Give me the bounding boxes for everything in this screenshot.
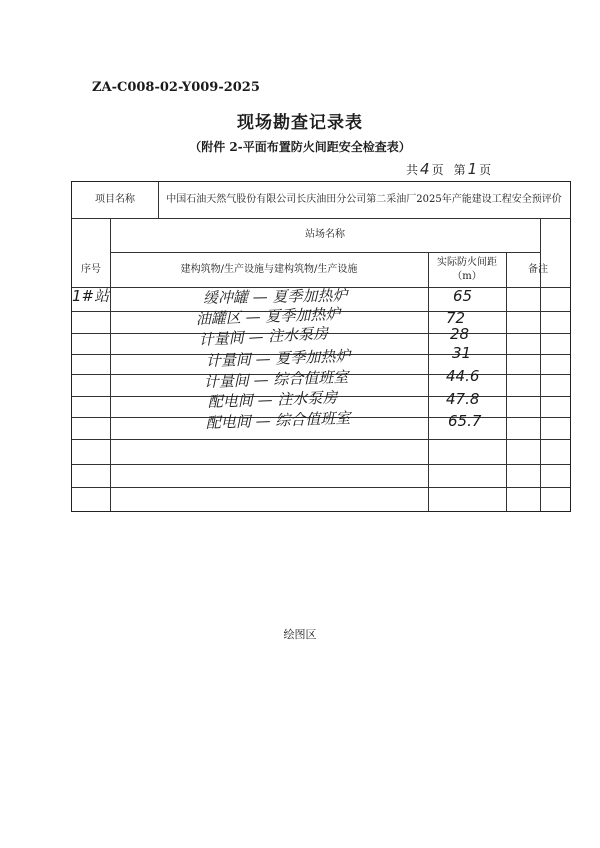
handwritten-distance: 47.8 — [446, 390, 480, 408]
row-divider — [72, 439, 570, 440]
handwritten-facility: 油罐区 — 夏季加热炉 — [195, 304, 341, 328]
row-divider — [72, 487, 570, 488]
handwritten-distance: 65 — [453, 287, 473, 305]
column-header-distance: 实际防火间距（m） — [437, 257, 497, 282]
station-name-label: 站场名称 — [305, 229, 345, 241]
current-page-value: 1 — [467, 160, 478, 178]
handwritten-facility: 缓冲罐 — 夏季加热炉 — [202, 286, 348, 307]
handwritten-distance: 44.6 — [446, 367, 480, 385]
row-divider — [72, 417, 570, 418]
row-divider — [72, 464, 570, 465]
page-counter — [406, 160, 491, 178]
handwritten-distance: 31 — [452, 344, 472, 362]
handwritten-distance: 28 — [450, 325, 470, 343]
handwritten-facility: 配电间 — 综合值班室 — [205, 408, 351, 432]
row-divider — [72, 287, 570, 288]
column-header-facility: 建构筑物/生产设施与建构筑物/生产设施 — [180, 263, 358, 275]
handwritten-facility: 配电间 — 注水泵房 — [207, 388, 338, 411]
drawing-area-label: 绘图区 — [283, 628, 317, 641]
handwritten-distance: 65.7 — [448, 412, 482, 430]
total-pages-suffix: 页 — [431, 163, 444, 177]
page-title: 现场勘查记录表 — [237, 113, 363, 133]
project-name-label: 项目名称 — [95, 194, 135, 206]
handwritten-facility: 计量间 — 夏季加热炉 — [205, 346, 351, 370]
handwritten-facility: 计量间 — 注水泵房 — [198, 324, 329, 349]
page-subtitle: （附件 2-平面布置防火间距安全检查表） — [189, 140, 411, 154]
project-name-value: 中国石油天然气股份有限公司长庆油田分公司第二采油厂2025年产能建设工程安全预评价 — [166, 194, 562, 206]
column-divider — [506, 252, 507, 511]
document-code: ZA-C008-02-Y009-2025 — [92, 80, 260, 95]
current-page-suffix: 页 — [479, 163, 492, 177]
handwritten-seq: 1#站 — [72, 287, 110, 305]
current-page-prefix: 第 — [453, 163, 466, 177]
row-divider — [72, 354, 570, 355]
handwritten-distance: 72 — [446, 309, 466, 327]
row-divider — [72, 311, 570, 312]
total-pages-value: 4 — [420, 160, 430, 178]
column-header-seq: 序号 — [81, 263, 101, 275]
row-divider — [72, 333, 570, 334]
column-divider — [428, 252, 429, 511]
row-divider — [72, 374, 570, 375]
column-divider — [158, 182, 159, 218]
total-pages-prefix: 共 — [406, 163, 419, 177]
survey-table — [71, 181, 571, 512]
column-header-note: 备注 — [528, 263, 548, 275]
row-divider — [72, 396, 570, 397]
handwritten-facility: 计量间 — 综合值班室 — [203, 367, 349, 391]
